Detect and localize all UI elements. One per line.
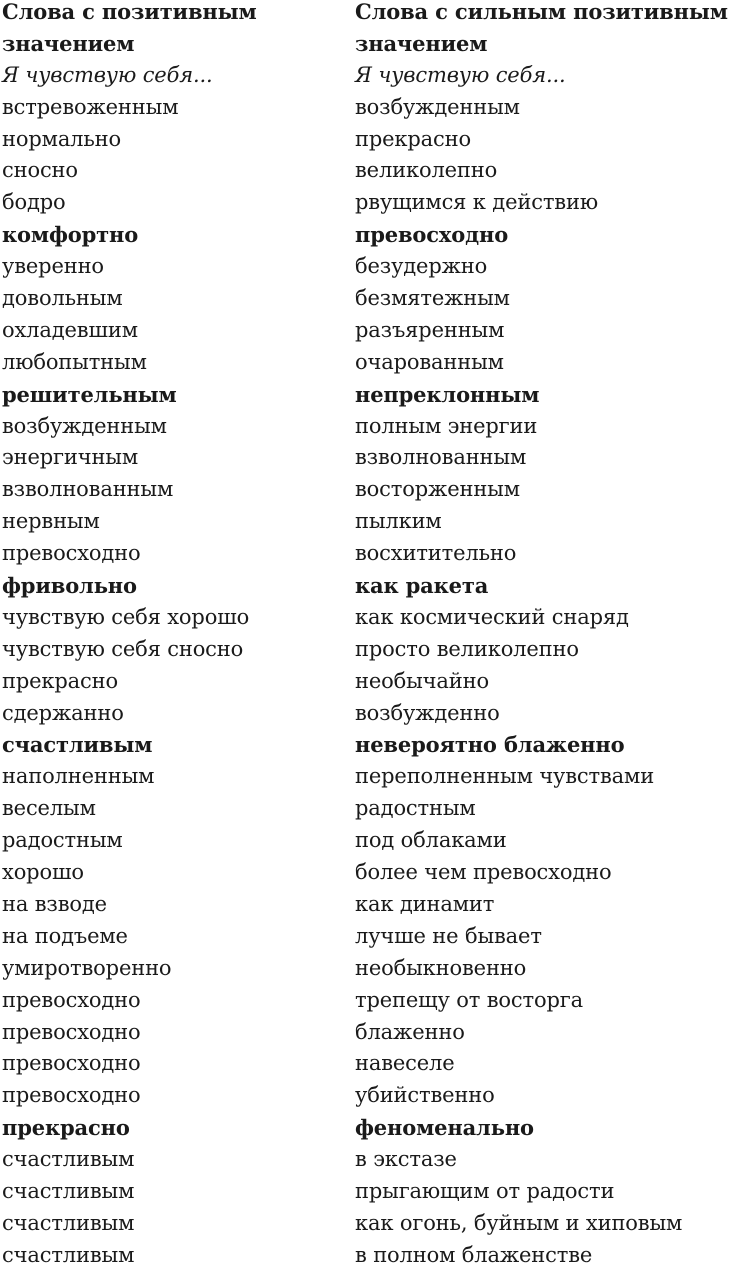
column-subtitle: Я чувствую себя...: [2, 62, 213, 87]
word-list-item-emphasized: счастливым: [2, 732, 153, 758]
word-list-item: счастливым: [2, 1147, 135, 1172]
word-list-item: полным энергии: [355, 413, 538, 438]
word-list-item: взволнованным: [2, 477, 174, 502]
word-list-item: прекрасно: [355, 126, 472, 151]
word-list-item: безудержно: [355, 254, 488, 279]
column-title-line: значением: [2, 30, 135, 56]
word-list-item: навеселе: [355, 1051, 455, 1076]
word-list-item-emphasized: комфортно: [2, 222, 139, 248]
column-title-line: значением: [355, 30, 488, 56]
word-list-item: прыгающим от радости: [355, 1178, 615, 1203]
word-list-item-emphasized: фривольно: [2, 573, 137, 599]
column-title-line: Слова с позитивным: [2, 0, 257, 24]
word-list-item: рвущимся к действию: [355, 190, 598, 215]
word-list-item: бодро: [2, 190, 66, 215]
word-list-item: возбужденным: [355, 94, 520, 119]
word-list-item: необычайно: [355, 668, 489, 693]
word-list-item: энергичным: [2, 445, 139, 470]
word-list-item: необыкновенно: [355, 955, 527, 980]
word-list-item: превосходно: [2, 1019, 141, 1044]
word-list-item: трепещу от восторга: [355, 987, 584, 1012]
word-list-item: сдержанно: [2, 700, 124, 725]
word-list-item: встревоженным: [2, 94, 179, 119]
word-list-item: разъяренным: [355, 317, 505, 342]
word-list-item: наполненным: [2, 764, 155, 789]
word-list-item: переполненным чувствами: [355, 764, 655, 789]
word-list-item: довольным: [2, 286, 123, 311]
word-list-item: пылким: [355, 509, 442, 534]
word-list-item: на взводе: [2, 891, 107, 916]
word-list-item: как космический снаряд: [355, 604, 629, 629]
word-list-item: сносно: [2, 158, 78, 183]
word-list-item: просто великолепно: [355, 636, 579, 661]
word-list-item: лучше не бывает: [355, 923, 542, 948]
word-list-item: восторженным: [355, 477, 520, 502]
strong-positive-word-list: [355, 92, 727, 1272]
column-title-line: Слова с сильным позитивным: [355, 0, 728, 24]
word-list-item-emphasized: феноменально: [355, 1115, 534, 1141]
word-list-item: хорошо: [2, 860, 84, 885]
word-list-item: превосходно: [2, 1083, 141, 1108]
word-list-item: нервным: [2, 509, 100, 534]
word-list-item: взволнованным: [355, 445, 527, 470]
word-list-item: на подъеме: [2, 923, 128, 948]
word-list-item: чувствую себя хорошо: [2, 604, 250, 629]
word-list-item: счастливым: [2, 1210, 135, 1235]
word-list-item-emphasized: превосходно: [355, 222, 509, 248]
word-list-item: в полном блаженстве: [355, 1242, 593, 1267]
word-list-item: превосходно: [2, 541, 141, 566]
word-list-item: охладевшим: [2, 317, 138, 342]
word-list-item: безмятежным: [355, 286, 510, 311]
word-list-item: умиротворенно: [2, 955, 172, 980]
word-list-item: возбужденным: [2, 413, 167, 438]
positive-word-list: [2, 92, 347, 1272]
word-list-item: как огонь, буйным и хиповым: [355, 1210, 683, 1235]
word-list-item-emphasized: непреклонным: [355, 381, 540, 407]
word-list-item: убийственно: [355, 1083, 495, 1108]
word-list-item: радостным: [355, 796, 476, 821]
word-list-item-emphasized: прекрасно: [2, 1115, 130, 1141]
word-list-item: возбужденно: [355, 700, 500, 725]
word-list-item: очарованным: [355, 349, 504, 374]
word-list-item-emphasized: решительным: [2, 381, 177, 407]
word-list-item: под облаками: [355, 828, 507, 853]
word-list-item: блаженно: [355, 1019, 465, 1044]
column-subtitle: Я чувствую себя...: [355, 62, 566, 87]
word-list-item: превосходно: [2, 1051, 141, 1076]
word-list-item: в экстазе: [355, 1147, 457, 1172]
word-list-item: счастливым: [2, 1242, 135, 1267]
word-list-item: великолепно: [355, 158, 498, 183]
word-list-item: уверенно: [2, 254, 104, 279]
word-list-item: радостным: [2, 828, 123, 853]
word-list-item: превосходно: [2, 987, 141, 1012]
word-list-item-emphasized: как ракета: [355, 573, 489, 599]
strong-positive-words-column: [355, 0, 727, 1272]
word-list-item: как динамит: [355, 891, 495, 916]
word-list-item: чувствую себя сносно: [2, 636, 244, 661]
word-list-item: восхитительно: [355, 541, 517, 566]
word-list-item: прекрасно: [2, 668, 119, 693]
word-list-item: веселым: [2, 796, 96, 821]
word-list-item: более чем превосходно: [355, 860, 612, 885]
word-list-item: счастливым: [2, 1178, 135, 1203]
word-list-item: нормально: [2, 126, 122, 151]
word-list-item-emphasized: невероятно блаженно: [355, 732, 625, 758]
word-list-item: любопытным: [2, 349, 147, 374]
positive-words-column: [2, 0, 347, 1272]
